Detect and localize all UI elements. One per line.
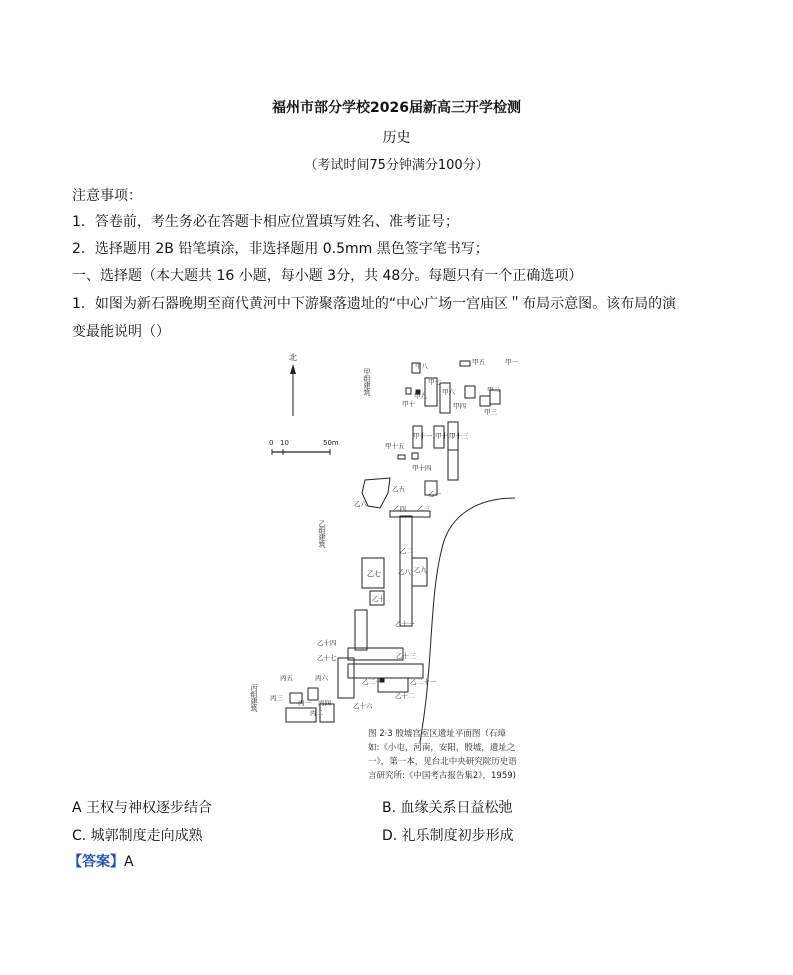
label-jia-12: 甲十二 (435, 432, 455, 440)
label-bing-1: 丙一 (298, 699, 311, 707)
label-yi-6: 乙六 (354, 500, 367, 508)
label-yi-4: 乙四 (393, 505, 406, 513)
label-yi-16: 乙十六 (353, 702, 373, 710)
figure-caption-line-4: 言研究所:《中国考古报告集2》，1959) (368, 771, 516, 781)
group-jia-label: 甲组建筑 (363, 368, 371, 396)
subject-title: 历史 (382, 130, 411, 146)
scale-ten: 10 (280, 439, 289, 447)
figure-caption-line-3: 一》，第一本，见台北中央研究院历史语 (368, 757, 517, 767)
north-arrow-icon (290, 364, 296, 416)
site-plan-figure (250, 348, 560, 788)
exam-title: 福州市部分学校2026届新高三开学检测 (272, 100, 521, 116)
scale-bar (272, 449, 330, 455)
notes-heading: 注意事项： (72, 188, 142, 204)
scale-fifty: 50m (323, 439, 339, 447)
label-yi-5: 乙五 (392, 485, 405, 493)
label-yi-11: 乙十一 (395, 620, 415, 628)
answer-line (68, 851, 134, 871)
label-jia-11: 甲十一 (413, 432, 433, 440)
label-yi-1: 乙一 (428, 490, 441, 498)
label-jia-14: 甲十四 (412, 464, 432, 472)
jia-group-buildings (398, 361, 500, 480)
label-jia-7: 甲七 (428, 378, 441, 386)
label-bing-3: 丙三 (270, 694, 283, 702)
label-jia-13: 甲十三 (449, 432, 469, 440)
exam-time-note: （考试时间75分钟满分100分） (304, 158, 489, 173)
option-d: D. 礼乐制度初步形成 (382, 828, 514, 844)
label-yi-12: 乙十二 (395, 692, 415, 700)
label-yi-3: 乙三 (417, 505, 430, 513)
scale-zero: 0 (269, 439, 274, 447)
label-jia-4: 甲四 (453, 402, 466, 410)
label-bing-5: 丙五 (280, 674, 293, 682)
group-bing-label: 丙组建筑 (250, 684, 258, 712)
label-yi-8: 乙八 (398, 568, 411, 576)
label-jia-8: 甲八 (415, 362, 428, 370)
label-yi-2: 乙二 (400, 547, 413, 555)
section-heading: 一、选择题（本大题共 16 小题，每小题 3分，共 48分。每题只有一个正确选项） (72, 268, 583, 284)
river-bank-line (420, 498, 515, 743)
figure-caption-line-2: 如:《小屯，河南，安阳，殷墟，遗址之 (368, 743, 516, 753)
label-bing-2: 丙二 (310, 709, 323, 717)
note-item-2: 2．选择题用 2B 铅笔填涂，非选择题用 0.5mm 黑色签字笔书写； (72, 241, 489, 257)
label-yi-13: 乙十三 (396, 652, 416, 660)
label-yi-14: 乙十四 (317, 639, 337, 647)
label-yi-17: 乙十七 (317, 654, 337, 662)
figure-caption-line-1: 图 2·3 殷墟宫室区遗址平面图（石璋 (368, 729, 506, 739)
label-jia-9: 甲九 (414, 392, 427, 400)
label-jia-5: 甲五 (472, 358, 485, 366)
question-1-stem-line-1: 1．如图为新石器晚期至商代黄河中下游聚落遗址的“中心广场一宫庙区＂布局示意图。该布局的演 (72, 296, 677, 312)
label-jia-6: 甲六 (442, 388, 455, 396)
label-jia-10: 甲十 (402, 400, 415, 408)
label-yi-7: 乙七 (367, 570, 381, 578)
option-b: B. 血缘关系日益松弛 (382, 800, 513, 816)
label-bing-4: 丙四 (318, 699, 331, 707)
group-yi-label: 乙组建筑 (318, 520, 326, 548)
label-jia-1: 甲一 (505, 358, 518, 366)
label-yi-20: 乙二十 (362, 678, 382, 686)
label-jia-3: 甲三 (484, 408, 497, 416)
answer-label: 【答案】 (68, 854, 124, 870)
label-yi-10: 乙十 (372, 595, 385, 603)
option-a: A 王权与神权逐步结合 (72, 800, 213, 816)
label-yi-21: 乙二十一 (410, 678, 436, 686)
question-1-stem-line-2: 变最能说明（） (72, 324, 170, 340)
label-yi-9: 乙九 (414, 566, 427, 574)
answer-value: A (124, 854, 134, 870)
label-jia-2: 甲二 (487, 386, 500, 394)
note-item-1: 1．答卷前，考生务必在答题卡相应位置填写姓名、准考证号； (72, 214, 459, 230)
label-bing-6: 丙六 (315, 674, 328, 682)
option-c: C. 城郭制度走向成熟 (72, 828, 203, 844)
label-jia-15: 甲十五 (385, 442, 405, 450)
north-label: 北 (289, 353, 297, 362)
